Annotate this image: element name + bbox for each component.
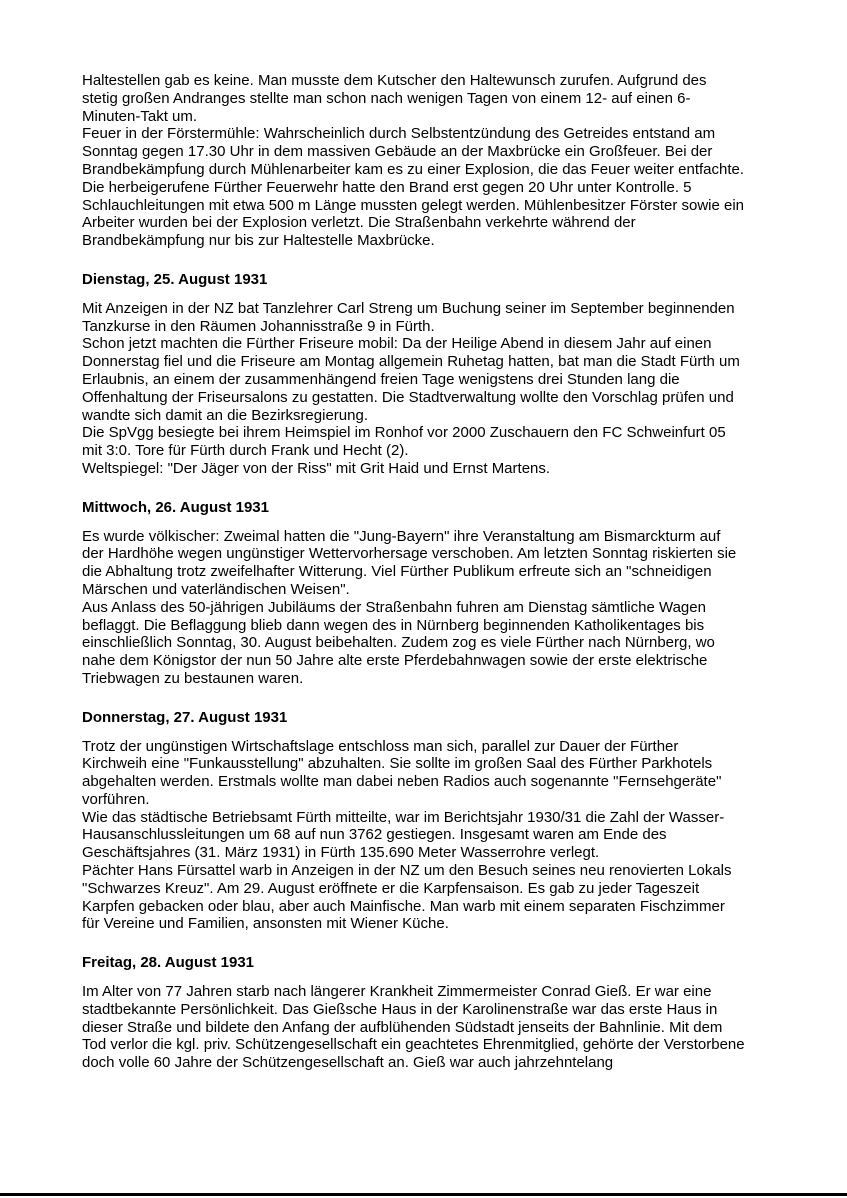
paragraph-jung-bayern: Es wurde völkischer: Zweimal hatten die "Jung-Bayern" ihre Veranstaltung am Bismarckturm auf der Hardhöhe wegen ungünstiger Wettervorhersage verschoben. Am letzten Sonntag riskierten sie die Abhaltung trotz zweifelhafter Witterung. Viel Fürther Publikum erfreute sich an "schneidigen Märschen und vaterländischen Weisen". [82,527,737,598]
paragraph-strassenbahn-jubilaeum: Aus Anlass des 50-jährigen Jubiläums der Straßenbahn fuhren am Dienstag sämtliche Wagen beflaggt. Die Beflaggung blieb dann wegen des in Nürnberg beginnenden Katholikentages bis einschließlich Sonntag, 30. August beibehalten. Zudem zog es viele Fürther nach Nürnberg, wo nahe dem Königstor der nun 50 Jahre alte erste Pferdebahnwagen sowie der erste elektrische Triebwagen zu bestaunen waren. [82,598,715,687]
paragraph-haltestellen: Haltestellen gab es keine. Man musste dem Kutscher den Haltewunsch zurufen. Aufgrund des stetig großen Andranges stellte man schon nach wenigen Tagen von einem 12- auf einen 6-Minuten-Takt um. [82,72,707,125]
date-heading-donnerstag-27-august: Donnerstag, 27. August 1931 [82,708,288,726]
page-bottom-edge [0,1193,847,1196]
paragraph-weltspiegel: Weltspiegel: "Der Jäger von der Riss" mit Grit Haid und Ernst Martens. [82,459,551,477]
paragraph-friseure: Schon jetzt machten die Fürther Friseure mobil: Da der Heilige Abend in diesem Jahr auf einen Donnerstag fiel und die Friseure am Montag allgemein Ruhetag hatten, bat man die Stadt Fürth um Erlaubnis, an einem der zusammenhängend freien Tage wenigstens drei Stunden lang die Offenhaltung der Friseursalons zu gestatten. Die Stadtverwaltung wollte den Vorschlag prüfen und wandte sich damit an die Bezirksregierung. [82,335,740,424]
date-heading-mittwoch-26-august: Mittwoch, 26. August 1931 [82,498,269,516]
paragraph-funkausstellung: Trotz der ungünstigen Wirtschaftslage entschloss man sich, parallel zur Dauer der Fürther Kirchweih eine "Funkausstellung" abzuhalten. Sie sollte im großen Saal des Fürther Parkhotels abgehalten werden. Erstmals wollte man dabei neben Radios auch sogenannte "Fernsehgeräte" vorführen. [82,737,722,808]
paragraph-spvgg: Die SpVgg besiegte bei ihrem Heimspiel im Ronhof vor 2000 Zuschauern den FC Schweinfurt 05 mit 3:0. Tore für Fürth durch Frank und Hecht (2). [82,424,726,460]
date-heading-dienstag-25-august: Dienstag, 25. August 1931 [82,270,268,288]
chronicle-document [82,72,746,1072]
paragraph-schwarzes-kreuz: Pächter Hans Fürsattel warb in Anzeigen in der NZ um den Besuch seines neu renovierten Lokals "Schwarzes Kreuz". Am 29. August eröffnete er die Karpfensaison. Es gab zu jeder Tageszeit Karpfen gebacken oder blau, aber auch Mainfische. Man warb mit einem separaten Fischzimmer für Vereine und Familien, ansonsten mit Wiener Küche. [82,862,732,933]
paragraph-conrad-giess: Im Alter von 77 Jahren starb nach längerer Krankheit Zimmermeister Conrad Gieß. Er war eine stadtbekannte Persönlichkeit. Das Gießsche Haus in der Karolinenstraße war das erste Haus in dieser Straße und bildete den Anfang der aufblühenden Südstadt jenseits der Bahnlinie. Mit dem Tod verlor die kgl. priv. Schützengesellschaft ein geachtetes Ehrenmitglied, gehörte der Verstorbene doch volle 60 Jahre der Schützengesellschaft an. Gieß war auch jahrzehntelang [82,983,745,1072]
paragraph-tanzkurse: Mit Anzeigen in der NZ bat Tanzlehrer Carl Streng um Buchung seiner im September beginnenden Tanzkurse in den Räumen Johannisstraße 9 in Fürth. [82,299,735,335]
date-heading-freitag-28-august: Freitag, 28. August 1931 [82,954,255,972]
paragraph-betriebsamt: Wie das städtische Betriebsamt Fürth mitteilte, war im Berichtsjahr 1930/31 die Zahl der Wasser-Hausanschlussleitungen um 68 auf nun 3762 gestiegen. Insgesamt waren am Ende des Geschäftsjahres (31. März 1931) in Fürth 135.690 Meter Wasserrohre verlegt. [82,808,725,862]
paragraph-feuer-foerstermuehle: Feuer in der Förstermühle: Wahrscheinlich durch Selbstentzündung des Getreides entstand am Sonntag gegen 17.30 Uhr in dem massiven Gebäude an der Maxbrücke ein Großfeuer. Bei der Brandbekämpfung durch Mühlenarbeiter kam es zu einer Explosion, die das Feuer weiter entfachte. Die herbeigerufene Fürther Feuerwehr hatte den Brand erst gegen 20 Uhr unter Kontrolle. 5 Schlauchleitungen mit etwa 500 m Länge mussten gelegt werden. Mühlenbesitzer Förster sowie ein Arbeiter wurden bei der Explosion verletzt. Die Straßenbahn verkehrte während der Brandbekämpfung nur bis zur Haltestelle Maxbrücke. [82,125,745,250]
